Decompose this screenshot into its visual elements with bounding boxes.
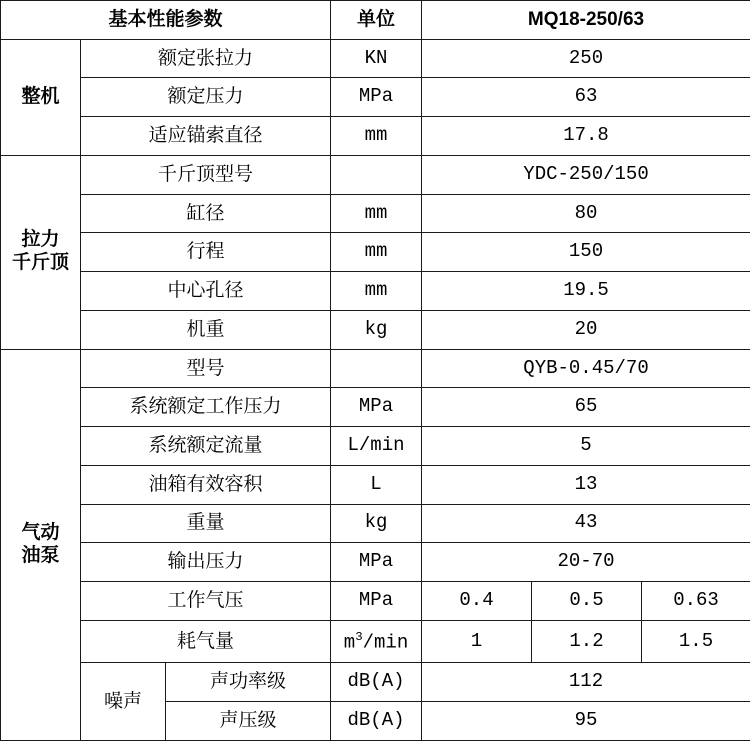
param-value: 20-70	[422, 543, 750, 582]
header-model: MQ18-250/63	[422, 1, 750, 40]
table-header-row	[1, 1, 750, 40]
param-name: 缸径	[81, 194, 331, 233]
param-unit: MPa	[331, 78, 422, 117]
param-value: 0.5	[532, 582, 642, 621]
param-name: 耗气量	[81, 620, 331, 663]
table-row	[1, 272, 750, 311]
param-unit: KN	[331, 39, 422, 78]
table-row	[1, 620, 750, 663]
param-name: 重量	[81, 504, 331, 543]
param-name: 千斤顶型号	[81, 155, 331, 194]
unit-superscript: 3	[355, 629, 363, 644]
table-row	[1, 465, 750, 504]
param-value: 43	[422, 504, 750, 543]
table-row	[1, 504, 750, 543]
group-label-whole-machine: 整机	[1, 39, 81, 155]
group-label-line2: 千斤顶	[11, 252, 69, 274]
param-unit: L/min	[331, 427, 422, 466]
param-value: QYB-0.45/70	[422, 349, 750, 388]
param-value: 13	[422, 465, 750, 504]
param-unit: mm	[331, 272, 422, 311]
group-label-line1: 气动	[21, 522, 60, 543]
param-unit: MPa	[331, 388, 422, 427]
table-row	[1, 233, 750, 272]
param-unit: mm	[331, 233, 422, 272]
param-value: 17.8	[422, 117, 750, 156]
table-row	[1, 310, 750, 349]
param-unit: L	[331, 465, 422, 504]
unit-prefix: m	[343, 630, 356, 653]
param-name: 行程	[81, 233, 331, 272]
param-value: 1.2	[532, 620, 642, 663]
param-value: 95	[422, 702, 750, 741]
table-row	[1, 117, 750, 156]
param-value: 112	[422, 663, 750, 702]
param-unit: MPa	[331, 582, 422, 621]
param-value: 1.5	[642, 620, 750, 663]
param-name: 中心孔径	[81, 272, 331, 311]
param-value: 65	[422, 388, 750, 427]
param-unit	[331, 155, 422, 194]
param-name: 适应锚索直径	[81, 117, 331, 156]
param-name: 额定张拉力	[81, 39, 331, 78]
param-unit: kg	[331, 310, 422, 349]
table-row	[1, 388, 750, 427]
param-name: 系统额定流量	[81, 427, 331, 466]
table-row	[1, 78, 750, 117]
param-unit	[331, 349, 422, 388]
param-unit: kg	[331, 504, 422, 543]
sub-group-label-noise: 噪声	[81, 663, 166, 741]
param-value: 150	[422, 233, 750, 272]
unit-suffix: /min	[362, 630, 409, 653]
table-row	[1, 39, 750, 78]
param-value: YDC-250/150	[422, 155, 750, 194]
param-unit: mm	[331, 194, 422, 233]
param-value: 1	[422, 620, 532, 663]
param-name: 系统额定工作压力	[81, 388, 331, 427]
group-label-tension-jack	[1, 155, 81, 349]
param-unit: dB(A)	[331, 663, 422, 702]
table-row	[1, 543, 750, 582]
param-value: 63	[422, 78, 750, 117]
param-unit: mm	[331, 117, 422, 156]
param-name: 机重	[81, 310, 331, 349]
param-name: 油箱有效容积	[81, 465, 331, 504]
param-value: 250	[422, 39, 750, 78]
group-label-line2: 油泵	[21, 544, 60, 566]
param-name: 输出压力	[81, 543, 331, 582]
header-unit: 单位	[331, 1, 422, 40]
table-row	[1, 349, 750, 388]
param-value: 19.5	[422, 272, 750, 311]
param-name: 声压级	[166, 702, 331, 741]
param-unit: dB(A)	[331, 702, 422, 741]
table-row	[1, 663, 750, 702]
param-name: 型号	[81, 349, 331, 388]
param-name: 工作气压	[81, 582, 331, 621]
param-value: 80	[422, 194, 750, 233]
param-unit	[331, 620, 422, 663]
table-row	[1, 194, 750, 233]
param-name: 额定压力	[81, 78, 331, 117]
param-value: 0.63	[642, 582, 750, 621]
param-unit: MPa	[331, 543, 422, 582]
table-row	[1, 582, 750, 621]
param-value: 5	[422, 427, 750, 466]
param-value: 20	[422, 310, 750, 349]
table-row	[1, 155, 750, 194]
group-label-pneumatic-pump	[1, 349, 81, 740]
header-parameter: 基本性能参数	[1, 1, 331, 40]
table-row	[1, 427, 750, 466]
group-label-line1: 拉力	[21, 229, 60, 251]
param-name: 声功率级	[166, 663, 331, 702]
param-value: 0.4	[422, 582, 532, 621]
